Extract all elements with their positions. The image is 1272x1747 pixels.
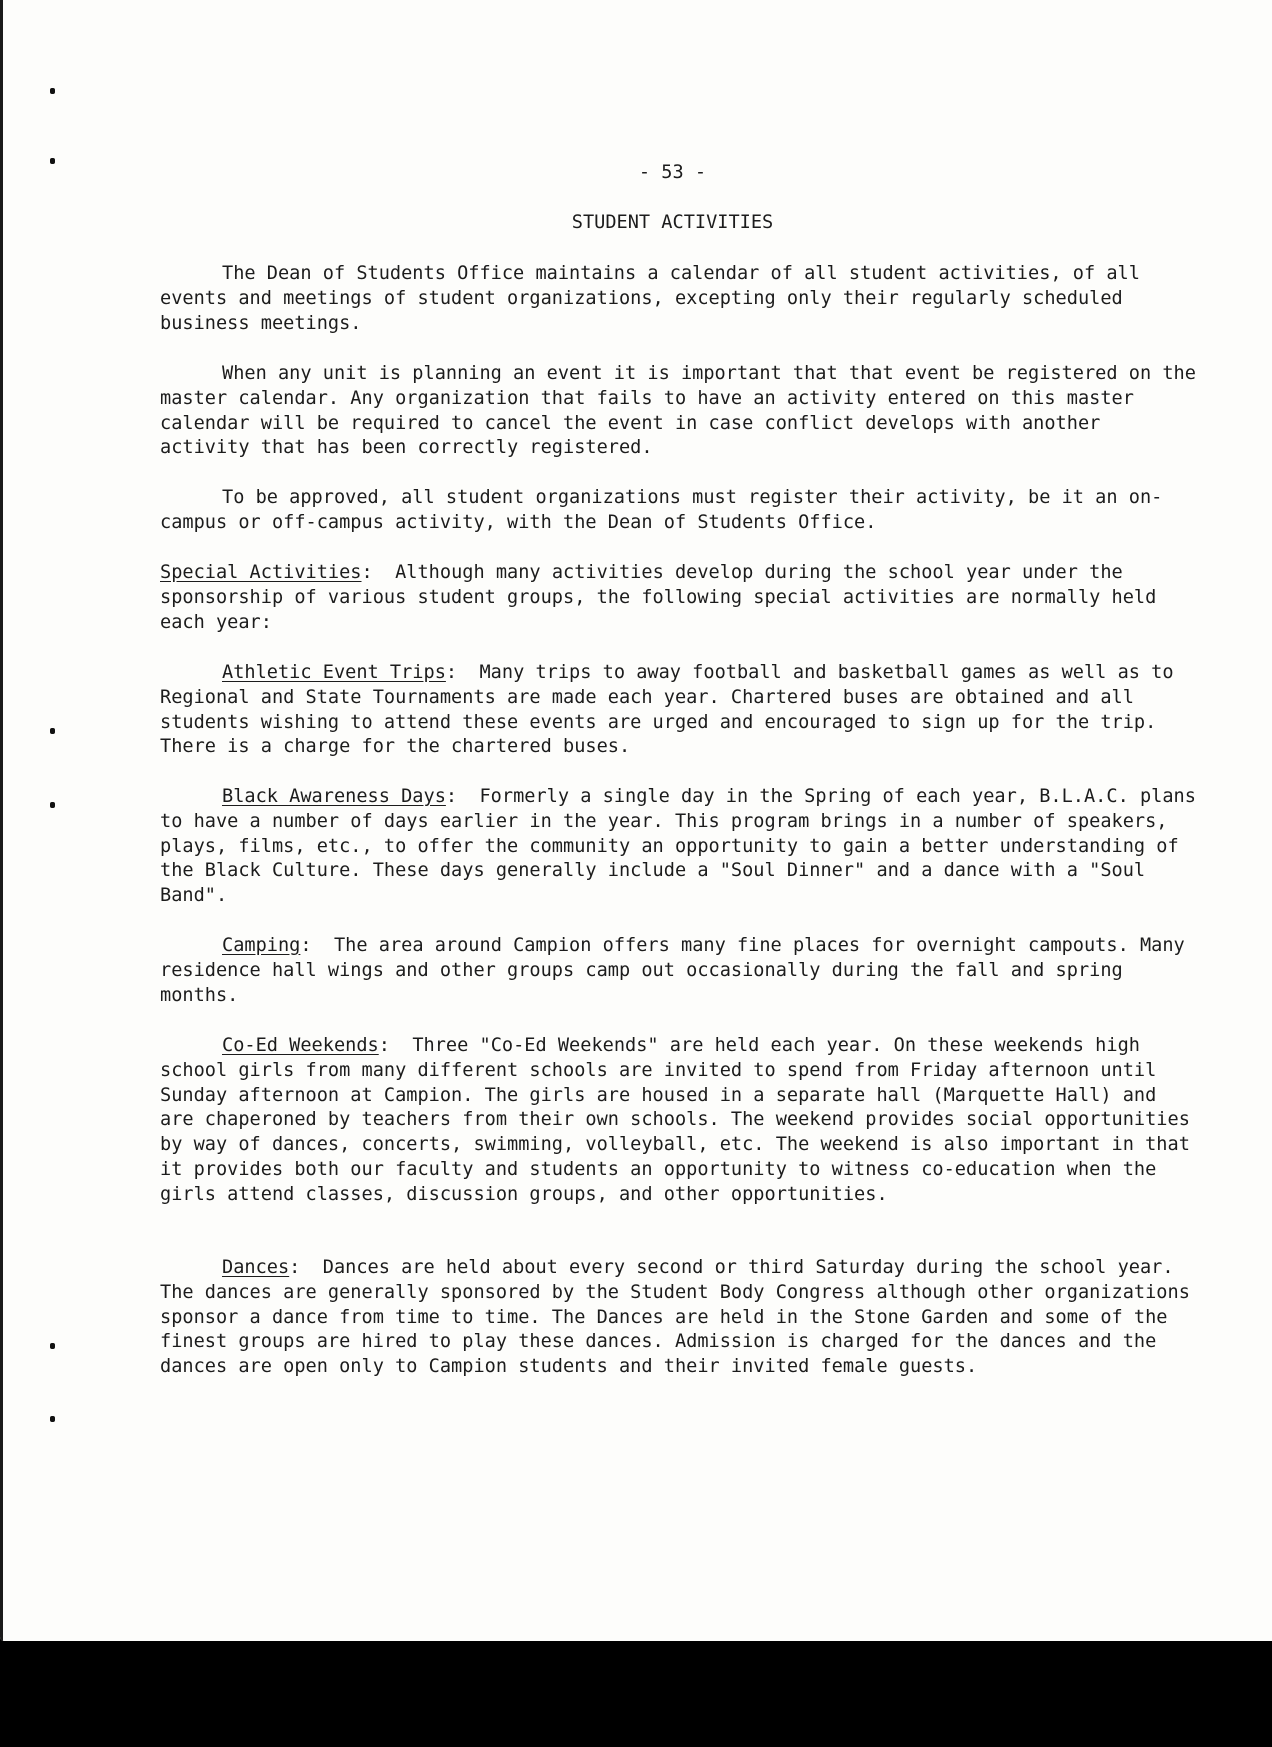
intro-paragraph: When any unit is planning an event it is important that that event be registered on the master calendar. Any organization that fails to have an activity entered on this master calendar will be required to cancel the event in case conflict develops with another activity that has been correctly registered. <box>160 363 1208 459</box>
section-heading: Co-Ed Weekends <box>222 1035 379 1056</box>
special-activities-heading: Special Activities <box>160 562 362 583</box>
punch-mark <box>50 1343 55 1349</box>
page-number: - 53 - <box>638 162 707 183</box>
page-title: STUDENT ACTIVITIES <box>571 212 774 233</box>
section-camping: Camping: The area around Campion offers many fine places for overnight campouts. Many residence hall wings and other groups camp out occasionally during the fall and spring months. <box>160 935 1196 1006</box>
punch-mark <box>50 88 55 94</box>
section-athletic-event-trips: Athletic Event Trips: Many trips to away football and basketball games as well as to Regional and State Tournaments are made each year. Chartered buses are obtained and all students wishing to attend these events are urged and encouraged to sign up for the trip. There is a charge for the chartered buses. <box>160 662 1185 758</box>
punch-mark <box>50 802 55 808</box>
section-heading: Camping <box>222 935 301 956</box>
section-heading: Black Awareness Days <box>222 786 446 807</box>
section-black-awareness-days: Black Awareness Days: Formerly a single day in the Spring of each year, B.L.A.C. plans to have a number of days earlier in the year. This program brings in a number of speakers, plays, films, etc., to offer the community an opportunity to gain a better understanding of the Black Culture. These days generally include a "Soul Dinner" and a dance with a "Soul Band". <box>160 786 1208 907</box>
intro-paragraph: The Dean of Students Office maintains a calendar of all student activities, of all events and meetings of student organizations, excepting only their regularly scheduled business meetings. <box>160 263 1152 334</box>
punch-mark <box>50 728 55 734</box>
section-co-ed-weekends: Co-Ed Weekends: Three "Co-Ed Weekends" are held each year. On these weekends high school girls from many different schools are invited to spend from Friday afternoon until Sunday afternoon at Campion. The girls are housed in a separate hall (Marquette Hall) and are chaperoned by teachers from their own schools. The weekend provides social opportunities by way of dances, concerts, swimming, volleyball, etc. The weekend is also important in that it provides both our faculty and students an opportunity to witness co-education when the girls attend classes, discussion groups, and other opportunities. <box>160 1035 1202 1205</box>
scan-border <box>0 1641 1272 1747</box>
special-activities-paragraph: Special Activities: Although many activities develop during the school year under the sponsorship of various student groups, the following special activities are normally held each year: <box>160 562 1168 633</box>
punch-mark <box>50 1416 55 1422</box>
section-heading: Dances <box>222 1257 290 1278</box>
section-heading: Athletic Event Trips <box>222 662 446 683</box>
section-dances: Dances: Dances are held about every second or third Saturday during the school year. The dances are generally sponsored by the Student Body Congress although other organizations sponsor a dance from time to time. The Dances are held in the Stone Garden and some of the finest groups are hired to play these dances. Admission is charged for the dances and the dances are open only to Campion students and their invited female guests. <box>160 1257 1202 1378</box>
scan-edge <box>0 0 3 1641</box>
intro-paragraph: To be approved, all student organizations must register their activity, be it an on-campus or off-campus activity, with the Dean of Students Office. <box>160 487 1163 533</box>
